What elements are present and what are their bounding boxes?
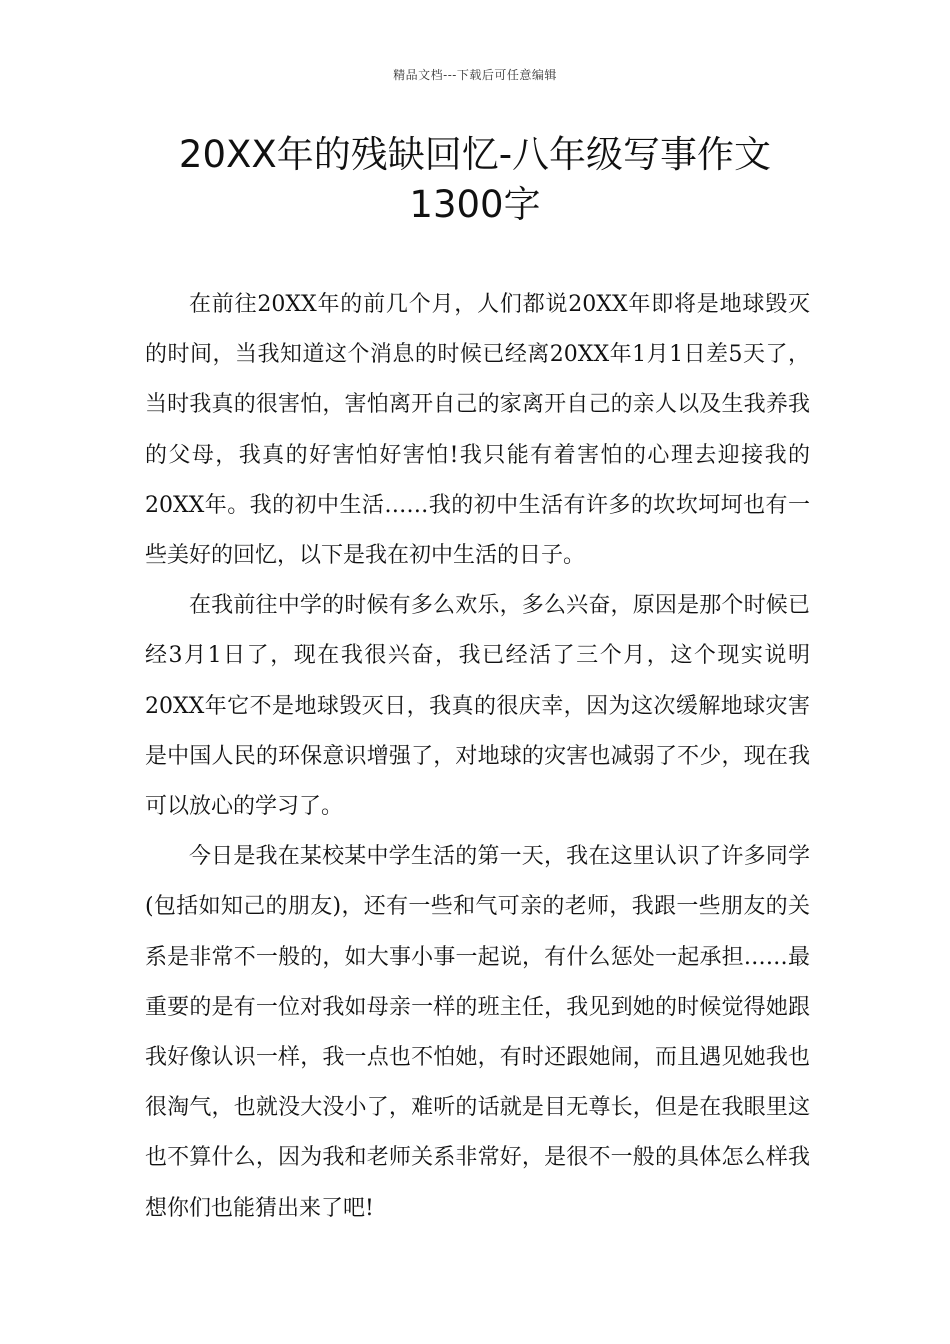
document-body xyxy=(145,280,810,1234)
title-line-1: 20XX年的残缺回忆-八年级写事作文 xyxy=(178,133,772,176)
header-note: 精品文档---下载后可任意编辑 xyxy=(393,68,557,82)
paragraph-1: 在前往20XX年的前几个月，人们都说20XX年即将是地球毁灭的时间，当我知道这个消息的时候已经离20XX年1月1日差5天了，当时我真的很害怕，害怕离开自己的家离开自己的亲人以及生我养我的父母，我真的好害怕好害怕!我只能有着害怕的心理去迎接我的20XX年。我的初中生活……我的初中生活有许多的坎坎坷坷也有一些美好的回忆，以下是我在初中生活的日子。 xyxy=(145,292,810,569)
paragraph-3: 今日是我在某校某中学生活的第一天，我在这里认识了许多同学(包括如知己的朋友)，还有一些和气可亲的老师，我跟一些朋友的关系是非常不一般的，如大事小事一起说，有什么惩处一起承担……最重要的是有一位对我如母亲一样的班主任，我见到她的时候觉得她跟我好像认识一样，我一点也不怕她，有时还跟她闹，而且遇见她我也很淘气，也就没大没小了，难听的话就是目无尊长，但是在我眼里这也不算什么，因为我和老师关系非常好，是很不一般的具体怎么样我想你们也能猜出来了吧! xyxy=(145,844,810,1221)
document-title xyxy=(110,130,840,230)
title-line-2: 1300字 xyxy=(409,183,541,226)
paragraph-2: 在我前往中学的时候有多么欢乐，多么兴奋，原因是那个时候已经3月1日了，现在我很兴奋，我已经活了三个月，这个现实说明20XX年它不是地球毁灭日，我真的很庆幸，因为这次缓解地球灾害是中国人民的环保意识增强了，对地球的灾害也减弱了不少，现在我可以放心的学习了。 xyxy=(145,593,810,820)
